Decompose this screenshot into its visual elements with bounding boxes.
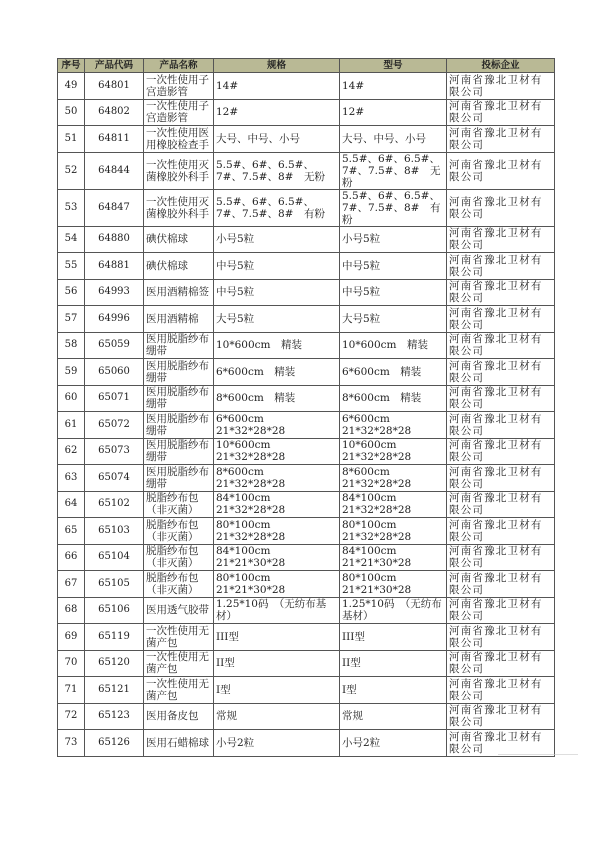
cell-model: 10*600cm 21*32*28*28 bbox=[340, 438, 447, 465]
cell-spec: 14# bbox=[214, 73, 340, 100]
cell-enterprise: 河南省豫北卫材有限公司 bbox=[447, 703, 555, 730]
cell-no: 56 bbox=[58, 279, 85, 306]
cell-spec: III型 bbox=[214, 624, 340, 651]
cell-spec: 84*100cm 21*32*28*28 bbox=[214, 491, 340, 518]
cell-no: 64 bbox=[58, 491, 85, 518]
cell-model: 84*100cm 21*32*28*28 bbox=[340, 491, 447, 518]
cell-enterprise: 河南省豫北卫材有限公司 bbox=[447, 491, 555, 518]
cell-enterprise: 河南省豫北卫材有限公司 bbox=[447, 226, 555, 253]
cell-spec: I型 bbox=[214, 677, 340, 704]
cell-spec: 8*600cm 精装 bbox=[214, 385, 340, 412]
cell-code: 65059 bbox=[85, 332, 144, 359]
cell-model: 大号5粒 bbox=[340, 306, 447, 333]
cell-no: 72 bbox=[58, 703, 85, 730]
cell-model: 80*100cm 21*21*30*28 bbox=[340, 571, 447, 598]
cell-code: 65102 bbox=[85, 491, 144, 518]
cell-enterprise: 河南省豫北卫材有限公司 bbox=[447, 518, 555, 545]
table-row bbox=[58, 226, 555, 253]
cell-model: 小号5粒 bbox=[340, 226, 447, 253]
table-header-row bbox=[58, 59, 555, 73]
cell-code: 64844 bbox=[85, 152, 144, 189]
cell-enterprise: 河南省豫北卫材有限公司 bbox=[447, 438, 555, 465]
cell-model: 常规 bbox=[340, 703, 447, 730]
cell-model: 5.5#、6#、6.5#、7#、7.5#、8# 无粉 bbox=[340, 152, 447, 189]
cell-name: 碘伏棉球 bbox=[144, 253, 214, 280]
cell-spec: 6*600cm 精装 bbox=[214, 359, 340, 386]
cell-no: 55 bbox=[58, 253, 85, 280]
cell-model: 10*600cm 精装 bbox=[340, 332, 447, 359]
cell-code: 65060 bbox=[85, 359, 144, 386]
cell-code: 64802 bbox=[85, 99, 144, 126]
table-row bbox=[58, 491, 555, 518]
cell-spec: II型 bbox=[214, 650, 340, 677]
cell-name: 脱脂纱布包（非灭菌） bbox=[144, 544, 214, 571]
cell-no: 54 bbox=[58, 226, 85, 253]
cell-code: 64996 bbox=[85, 306, 144, 333]
table-row bbox=[58, 465, 555, 492]
table-row bbox=[58, 703, 555, 730]
cell-no: 59 bbox=[58, 359, 85, 386]
cell-name: 一次性使用医用橡胶检查手 bbox=[144, 126, 214, 153]
cell-spec: 84*100cm 21*21*30*28 bbox=[214, 544, 340, 571]
table-row bbox=[58, 438, 555, 465]
cell-no: 66 bbox=[58, 544, 85, 571]
cell-spec: 5.5#、6#、6.5#、7#、7.5#、8# 有粉 bbox=[214, 189, 340, 226]
cell-model: 8*600cm 21*32*28*28 bbox=[340, 465, 447, 492]
cell-model: 6*600cm 21*32*28*28 bbox=[340, 412, 447, 439]
cell-name: 医用脱脂纱布绷带 bbox=[144, 332, 214, 359]
cell-no: 70 bbox=[58, 650, 85, 677]
header-spec: 规格 bbox=[214, 59, 340, 73]
cell-no: 51 bbox=[58, 126, 85, 153]
cell-code: 65074 bbox=[85, 465, 144, 492]
cell-code: 64880 bbox=[85, 226, 144, 253]
cell-spec: 小号2粒 bbox=[214, 730, 340, 757]
cell-no: 57 bbox=[58, 306, 85, 333]
table-row bbox=[58, 279, 555, 306]
cell-name: 脱脂纱布包（非灭菌） bbox=[144, 491, 214, 518]
cell-enterprise: 河南省豫北卫材有限公司 bbox=[447, 253, 555, 280]
cell-model: I型 bbox=[340, 677, 447, 704]
cell-model: 6*600cm 精装 bbox=[340, 359, 447, 386]
cell-no: 58 bbox=[58, 332, 85, 359]
cell-enterprise: 河南省豫北卫材有限公司 bbox=[447, 412, 555, 439]
cell-model: 中号5粒 bbox=[340, 253, 447, 280]
table-row bbox=[58, 412, 555, 439]
cell-enterprise: 河南省豫北卫材有限公司 bbox=[447, 544, 555, 571]
cell-name: 一次性使用无菌产包 bbox=[144, 650, 214, 677]
table-row bbox=[58, 571, 555, 598]
cell-spec: 小号5粒 bbox=[214, 226, 340, 253]
cell-spec: 8*600cm 21*32*28*28 bbox=[214, 465, 340, 492]
cell-model: 小号2粒 bbox=[340, 730, 447, 757]
cell-model: 84*100cm 21*21*30*28 bbox=[340, 544, 447, 571]
table-row bbox=[58, 73, 555, 100]
cell-model: 12# bbox=[340, 99, 447, 126]
cell-model: 14# bbox=[340, 73, 447, 100]
cell-enterprise: 河南省豫北卫材有限公司 bbox=[447, 152, 555, 189]
cell-enterprise: 河南省豫北卫材有限公司 bbox=[447, 189, 555, 226]
cell-name: 一次性使用无菌产包 bbox=[144, 624, 214, 651]
cell-no: 61 bbox=[58, 412, 85, 439]
cell-enterprise: 河南省豫北卫材有限公司 bbox=[447, 571, 555, 598]
cell-code: 64847 bbox=[85, 189, 144, 226]
cell-enterprise: 河南省豫北卫材有限公司 bbox=[447, 677, 555, 704]
cell-code: 65123 bbox=[85, 703, 144, 730]
cell-spec: 大号、中号、小号 bbox=[214, 126, 340, 153]
cell-enterprise: 河南省豫北卫材有限公司 bbox=[447, 126, 555, 153]
cell-spec: 6*600cm 21*32*28*28 bbox=[214, 412, 340, 439]
table-row bbox=[58, 624, 555, 651]
cell-code: 65072 bbox=[85, 412, 144, 439]
cell-name: 医用备皮包 bbox=[144, 703, 214, 730]
table-row bbox=[58, 677, 555, 704]
cell-spec: 12# bbox=[214, 99, 340, 126]
cell-code: 65073 bbox=[85, 438, 144, 465]
cell-code: 64993 bbox=[85, 279, 144, 306]
cell-spec: 80*100cm 21*21*30*28 bbox=[214, 571, 340, 598]
cell-name: 脱脂纱布包（非灭菌） bbox=[144, 571, 214, 598]
product-table bbox=[57, 58, 555, 757]
cell-no: 50 bbox=[58, 99, 85, 126]
table-row bbox=[58, 126, 555, 153]
cell-name: 一次性使用灭菌橡胶外科手 bbox=[144, 189, 214, 226]
cell-name: 医用透气胶带 bbox=[144, 597, 214, 624]
cell-spec: 大号5粒 bbox=[214, 306, 340, 333]
table-row bbox=[58, 518, 555, 545]
cell-name: 医用脱脂纱布绷带 bbox=[144, 412, 214, 439]
header-enterprise: 投标企业 bbox=[447, 59, 555, 73]
header-code: 产品代码 bbox=[85, 59, 144, 73]
cell-no: 63 bbox=[58, 465, 85, 492]
cell-name: 医用酒精棉 bbox=[144, 306, 214, 333]
cell-enterprise: 河南省豫北卫材有限公司 bbox=[447, 730, 555, 757]
table-row bbox=[58, 359, 555, 386]
cell-no: 49 bbox=[58, 73, 85, 100]
cell-model: 中号5粒 bbox=[340, 279, 447, 306]
cell-code: 65121 bbox=[85, 677, 144, 704]
cell-model: 80*100cm 21*32*28*28 bbox=[340, 518, 447, 545]
table-row bbox=[58, 306, 555, 333]
table-row bbox=[58, 253, 555, 280]
watermark-line bbox=[498, 754, 578, 755]
table-row bbox=[58, 650, 555, 677]
cell-enterprise: 河南省豫北卫材有限公司 bbox=[447, 597, 555, 624]
cell-enterprise: 河南省豫北卫材有限公司 bbox=[447, 650, 555, 677]
cell-name: 碘伏棉球 bbox=[144, 226, 214, 253]
cell-enterprise: 河南省豫北卫材有限公司 bbox=[447, 73, 555, 100]
cell-model: III型 bbox=[340, 624, 447, 651]
cell-enterprise: 河南省豫北卫材有限公司 bbox=[447, 624, 555, 651]
header-no: 序号 bbox=[58, 59, 85, 73]
cell-code: 64811 bbox=[85, 126, 144, 153]
cell-no: 71 bbox=[58, 677, 85, 704]
table-row bbox=[58, 189, 555, 226]
cell-code: 64881 bbox=[85, 253, 144, 280]
cell-name: 医用石蜡棉球 bbox=[144, 730, 214, 757]
table-row bbox=[58, 730, 555, 757]
cell-spec: 中号5粒 bbox=[214, 253, 340, 280]
cell-no: 68 bbox=[58, 597, 85, 624]
cell-code: 65120 bbox=[85, 650, 144, 677]
cell-no: 62 bbox=[58, 438, 85, 465]
cell-name: 脱脂纱布包（非灭菌） bbox=[144, 518, 214, 545]
cell-name: 一次性使用子宫造影管 bbox=[144, 73, 214, 100]
cell-spec: 5.5#、6#、6.5#、7#、7.5#、8# 无粉 bbox=[214, 152, 340, 189]
cell-spec: 10*600cm 21*32*28*28 bbox=[214, 438, 340, 465]
cell-enterprise: 河南省豫北卫材有限公司 bbox=[447, 279, 555, 306]
cell-model: 8*600cm 精装 bbox=[340, 385, 447, 412]
cell-no: 69 bbox=[58, 624, 85, 651]
cell-model: 5.5#、6#、6.5#、7#、7.5#、8# 有粉 bbox=[340, 189, 447, 226]
cell-spec: 10*600cm 精装 bbox=[214, 332, 340, 359]
cell-enterprise: 河南省豫北卫材有限公司 bbox=[447, 465, 555, 492]
cell-code: 64801 bbox=[85, 73, 144, 100]
cell-no: 67 bbox=[58, 571, 85, 598]
table-row bbox=[58, 597, 555, 624]
cell-code: 65105 bbox=[85, 571, 144, 598]
cell-code: 65106 bbox=[85, 597, 144, 624]
cell-name: 医用酒精棉签 bbox=[144, 279, 214, 306]
cell-name: 一次性使用子宫造影管 bbox=[144, 99, 214, 126]
cell-code: 65071 bbox=[85, 385, 144, 412]
cell-enterprise: 河南省豫北卫材有限公司 bbox=[447, 359, 555, 386]
cell-enterprise: 河南省豫北卫材有限公司 bbox=[447, 385, 555, 412]
cell-enterprise: 河南省豫北卫材有限公司 bbox=[447, 332, 555, 359]
cell-spec: 1.25*10码 （无纺布基材） bbox=[214, 597, 340, 624]
cell-no: 65 bbox=[58, 518, 85, 545]
cell-no: 52 bbox=[58, 152, 85, 189]
cell-name: 一次性使用灭菌橡胶外科手 bbox=[144, 152, 214, 189]
table-row bbox=[58, 152, 555, 189]
table-row bbox=[58, 385, 555, 412]
cell-code: 65126 bbox=[85, 730, 144, 757]
cell-name: 一次性使用无菌产包 bbox=[144, 677, 214, 704]
cell-enterprise: 河南省豫北卫材有限公司 bbox=[447, 99, 555, 126]
header-name: 产品名称 bbox=[144, 59, 214, 73]
cell-name: 医用脱脂纱布绷带 bbox=[144, 359, 214, 386]
cell-enterprise: 河南省豫北卫材有限公司 bbox=[447, 306, 555, 333]
cell-model: 1.25*10码 （无纺布基材） bbox=[340, 597, 447, 624]
cell-name: 医用脱脂纱布绷带 bbox=[144, 438, 214, 465]
cell-no: 60 bbox=[58, 385, 85, 412]
cell-code: 65119 bbox=[85, 624, 144, 651]
table-row bbox=[58, 544, 555, 571]
cell-no: 53 bbox=[58, 189, 85, 226]
cell-code: 65103 bbox=[85, 518, 144, 545]
table-row bbox=[58, 99, 555, 126]
header-model: 型号 bbox=[340, 59, 447, 73]
cell-name: 医用脱脂纱布绷带 bbox=[144, 465, 214, 492]
table-row bbox=[58, 332, 555, 359]
cell-code: 65104 bbox=[85, 544, 144, 571]
cell-spec: 常规 bbox=[214, 703, 340, 730]
cell-spec: 中号5粒 bbox=[214, 279, 340, 306]
product-table-sheet bbox=[57, 58, 554, 757]
cell-model: II型 bbox=[340, 650, 447, 677]
cell-spec: 80*100cm 21*32*28*28 bbox=[214, 518, 340, 545]
cell-no: 73 bbox=[58, 730, 85, 757]
cell-name: 医用脱脂纱布绷带 bbox=[144, 385, 214, 412]
cell-model: 大号、中号、小号 bbox=[340, 126, 447, 153]
